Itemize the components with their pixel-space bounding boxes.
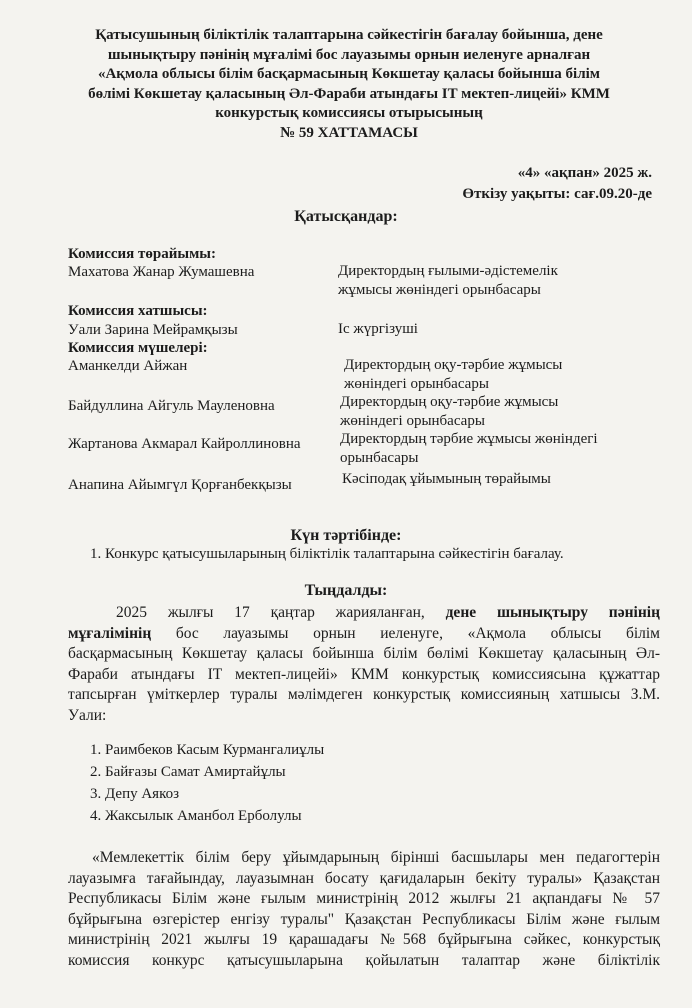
member-name: Жартанова Акмарал Кайроллиновна: [68, 436, 301, 452]
chair-label: Комиссия төрайымы:: [68, 246, 217, 262]
paragraph-line: 2025 жылғы 17 қаңтар жарияланған, дене шынықтыру пәнінің: [116, 604, 661, 621]
chair-name: Махатова Жанар Жумашевна: [68, 264, 255, 280]
paragraph-line: Республикасы Білім және ғылым министрінің 2012 жылғы 21 ақпандағы № 57: [68, 890, 660, 907]
paragraph-line: комиссия конкурс қатысушыларына қойылатын талаптар және біліктілік: [68, 951, 660, 969]
role-line: жөніндегі орынбасары: [344, 376, 489, 392]
agenda-item: 1. Конкурс қатысушыларының біліктілік талаптарына сәйкестігін бағалау.: [90, 546, 564, 562]
candidate-item: 4. Жаксылык Аманбол Ерболулы: [90, 808, 302, 824]
protocol-time: Өткізу уақыты: сағ.09.20-де: [462, 186, 652, 202]
bold-subject: дене шынықтыру пәнінің: [445, 604, 661, 621]
role-line: Директордың оқу-тәрбие жұмысы: [344, 357, 563, 373]
members-label: Комиссия мүшелері:: [68, 340, 208, 356]
participants-heading: Қатысқандар:: [294, 208, 398, 225]
member-name: Аманкелди Айжан: [68, 358, 188, 374]
candidate-item: 2. Байғазы Самат Амиртайұлы: [90, 764, 286, 780]
role-line: Директордың тәрбие жұмысы жөніндегі: [340, 431, 598, 447]
member-name: Байдуллина Айгуль Мауленовна: [68, 398, 275, 414]
title-line: № 59 ХАТТАМАСЫ: [280, 124, 418, 141]
role-line: Директордың оқу-тәрбие жұмысы: [340, 394, 559, 410]
regulation-paragraph: [68, 848, 660, 971]
role-line: жұмысы жөніндегі орынбасары: [338, 282, 541, 298]
paragraph-line: лауазымға тағайындау, лауазымнан босату қағидаларын бекіту туралы» Қазақстан: [68, 869, 660, 887]
paragraph-line: Фараби атындағы IT мектеп-лицейі» КММ конкурстық комиссиясына құжаттар: [68, 665, 660, 683]
title-line: бөлімі Көкшетау қаласының Әл-Фараби атындағы IT мектеп-лицейі» КММ: [88, 85, 610, 102]
secretary-label: Комиссия хатшысы:: [68, 303, 208, 319]
paragraph-line: «Мемлекеттік білім беру ұйымдарының бірінші басшылары мен педагогтерін: [92, 849, 660, 866]
member-name: Анапина Айымгүл Қорғанбекқызы: [68, 477, 292, 493]
agenda-heading: Күн тәртібінде:: [290, 527, 402, 544]
paragraph-line: мұғалімінің бос лауазымы орнын иеленуге, «Ақмола облысы білім: [68, 624, 660, 642]
role-line: орынбасары: [340, 450, 419, 466]
paragraph-line: министрінің 2021 жылғы 19 қарашадағы №568 бұйрығына сәйкес, конкурстық: [68, 931, 660, 948]
bold-subject: мұғалімінің: [68, 624, 152, 642]
title-line: «Ақмола облысы білім басқармасының Көкшетау қаласы бойынша білім: [97, 66, 601, 82]
member-role: [340, 393, 558, 431]
chair-role: [338, 262, 558, 300]
title-line: Қатысушының біліктілік талаптарына сәйкестігін бағалау бойынша, дене: [95, 27, 603, 43]
role-line: Директордың ғылыми-әдістемелік: [338, 263, 558, 279]
listened-heading: Тыңдалды:: [304, 582, 388, 599]
member-role: [342, 470, 551, 489]
title-line: шынықтыру пәнінің мұғалімі бос лауазымы орнын иеленуге арналған: [107, 46, 591, 63]
member-role: [344, 356, 562, 394]
paragraph-line: бұйрығына өзгерістер енгізу туралы" Қазақстан Республикасы Білім және ғылым: [68, 910, 660, 928]
paragraph-line: Уали:: [68, 706, 107, 724]
document-title: [40, 26, 658, 143]
role-line: жөніндегі орынбасары: [340, 413, 485, 429]
role-line: Кәсіподақ ұйымының төрайымы: [342, 471, 551, 487]
secretary-name: Уали Зарина Мейрамқызы: [68, 322, 238, 338]
candidate-item: 3. Депу Аякоз: [90, 786, 180, 802]
title-line: конкурстық комиссиясы отырысының: [215, 105, 483, 121]
secretary-role: Іс жүргізуші: [338, 321, 418, 337]
member-role: [340, 430, 598, 468]
listened-paragraph: [68, 603, 660, 726]
candidate-item: 1. Раимбеков Касым Курмангалиұлы: [90, 742, 325, 758]
paragraph-line: тапсырған үміткерлер туралы мәлімдеген конкурстық комиссияның хатшысы З.М.: [68, 686, 660, 703]
paragraph-line: басқармасының Көкшетау қаласы бойынша білім бөлімі Көкшетау қаласының Әл-: [68, 645, 660, 662]
protocol-date: «4» «ақпан» 2025 ж.: [517, 165, 652, 181]
